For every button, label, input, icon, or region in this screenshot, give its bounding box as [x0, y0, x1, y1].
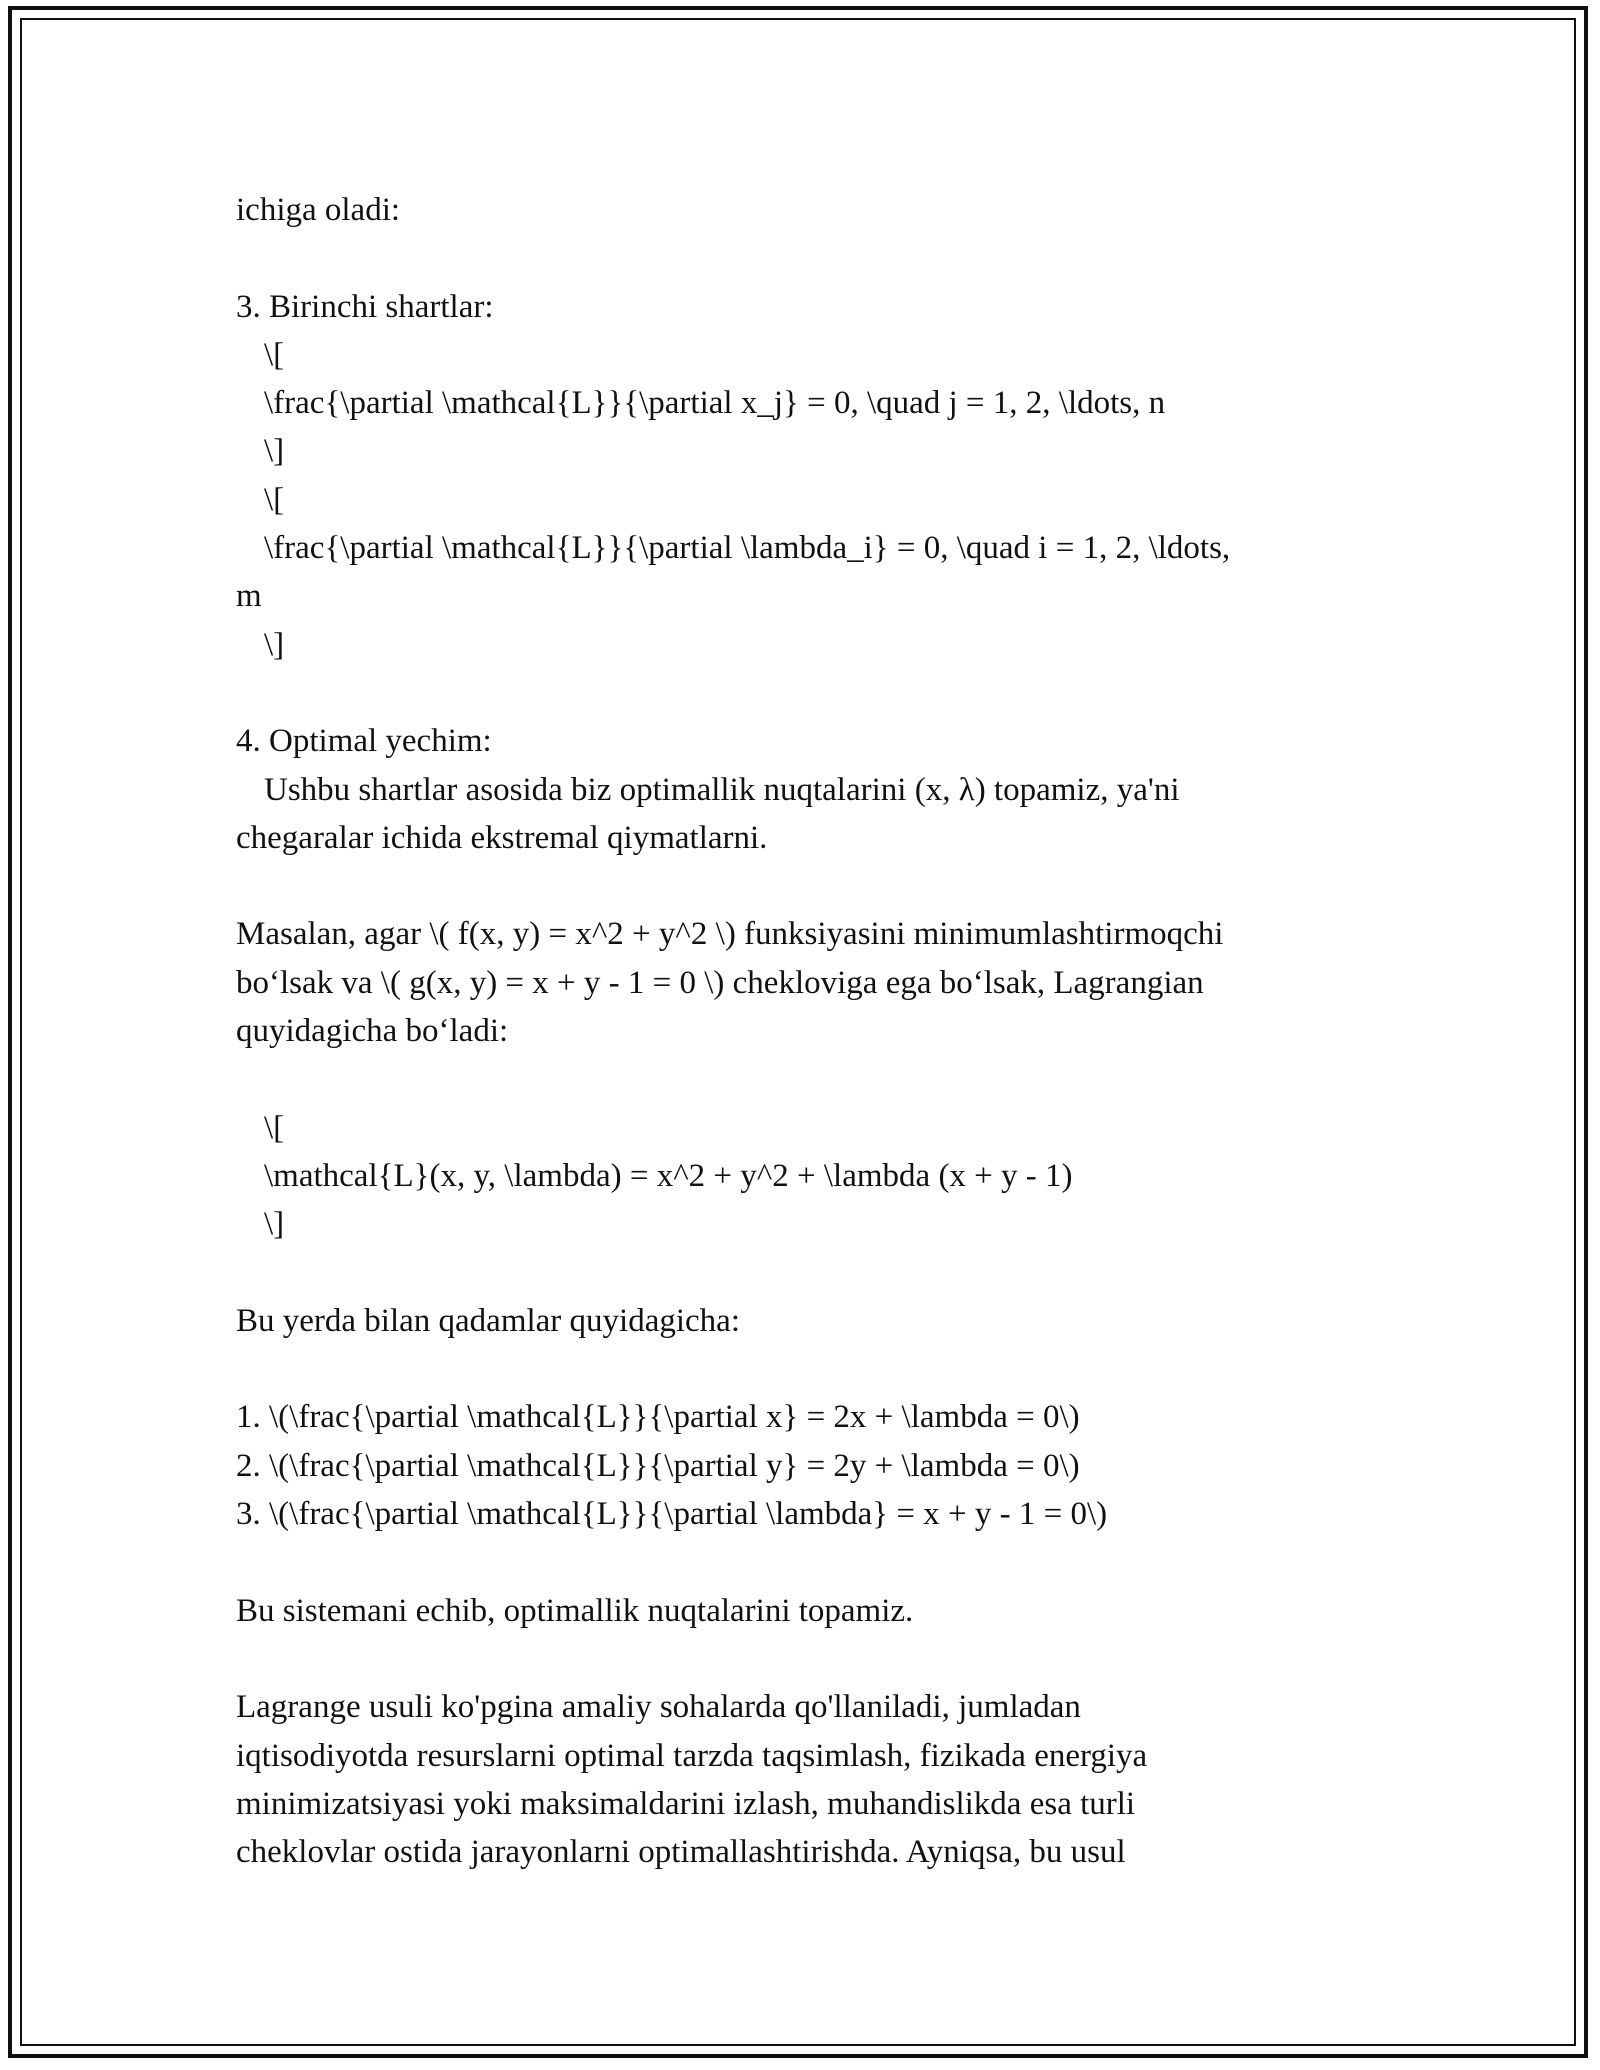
- page-body: [236, 186, 1346, 1876]
- paragraph-line: Masalan, agar \( f(x, y) = x^2 + y^2 \) funksiyasini minimumlashtirmoqchi: [236, 916, 1224, 953]
- math-delimiter-close: \]: [264, 626, 285, 663]
- paragraph-line: Bu sistemani echib, optimallik nuqtalarini topamiz.: [236, 1592, 914, 1629]
- math-equation-line: \mathcal{L}(x, y, \lambda) = x^2 + y^2 + \lambda (x + y - 1): [264, 1157, 1073, 1194]
- blank-line: [236, 862, 1346, 910]
- paragraph-line: Lagrange usuli ko'pgina amaliy sohalarda qo'llaniladi, jumladan: [236, 1689, 1081, 1726]
- blank-line: [236, 669, 1346, 717]
- math-delimiter-open: \[: [264, 1109, 285, 1146]
- section-heading: 4. Optimal yechim:: [236, 723, 492, 760]
- math-equation-line: \frac{\partial \mathcal{L}}{\partial x_j} = 0, \quad j = 1, 2, \ldots, n: [264, 385, 1166, 422]
- blank-line: [236, 1249, 1346, 1297]
- paragraph-line: Bu yerda bilan qadamlar quyidagicha:: [236, 1302, 740, 1339]
- blank-line: [236, 1635, 1346, 1683]
- paragraph-line: chegaralar ichida ekstremal qiymatlarni.: [236, 819, 768, 856]
- list-item: 2. \(\frac{\partial \mathcal{L}}{\partial y} = 2y + \lambda = 0\): [236, 1447, 1080, 1484]
- paragraph-line: iqtisodiyotda resurslarni optimal tarzda taqsimlash, fizikada energiya: [236, 1737, 1148, 1774]
- paragraph-line: bo‘lsak va \( g(x, y) = x + y - 1 = 0 \) chekloviga ega bo‘lsak, Lagrangian: [236, 964, 1204, 1001]
- paragraph-line: cheklovlar ostida jarayonlarni optimallashtirishda. Ayniqsa, bu usul: [236, 1834, 1126, 1871]
- blank-line: [236, 234, 1346, 282]
- math-delimiter-open: \[: [264, 481, 285, 518]
- math-delimiter-open: \[: [264, 336, 285, 373]
- math-delimiter-close: \]: [264, 433, 285, 470]
- paragraph-line: quyidagicha bo‘ladi:: [236, 1013, 509, 1050]
- paragraph-line: minimizatsiyasi yoki maksimaldarini izlash, muhandislikda esa turli: [236, 1785, 1136, 1822]
- section-heading: 3. Birinchi shartlar:: [236, 288, 494, 325]
- math-equation-line: m: [236, 578, 262, 615]
- list-item: 1. \(\frac{\partial \mathcal{L}}{\partial x} = 2x + \lambda = 0\): [236, 1399, 1080, 1436]
- blank-line: [236, 1055, 1346, 1103]
- paragraph-line: ichiga oladi:: [236, 192, 401, 228]
- list-item: 3. \(\frac{\partial \mathcal{L}}{\partial \lambda} = x + y - 1 = 0\): [236, 1496, 1108, 1533]
- paragraph-line: Ushbu shartlar asosida biz optimallik nuqtalarini (x, λ) topamiz, ya'ni: [264, 771, 1180, 808]
- math-delimiter-close: \]: [264, 1206, 285, 1243]
- blank-line: [236, 1538, 1346, 1586]
- math-equation-line: \frac{\partial \mathcal{L}}{\partial \lambda_i} = 0, \quad i = 1, 2, \ldots,: [264, 530, 1231, 567]
- blank-line: [236, 1345, 1346, 1393]
